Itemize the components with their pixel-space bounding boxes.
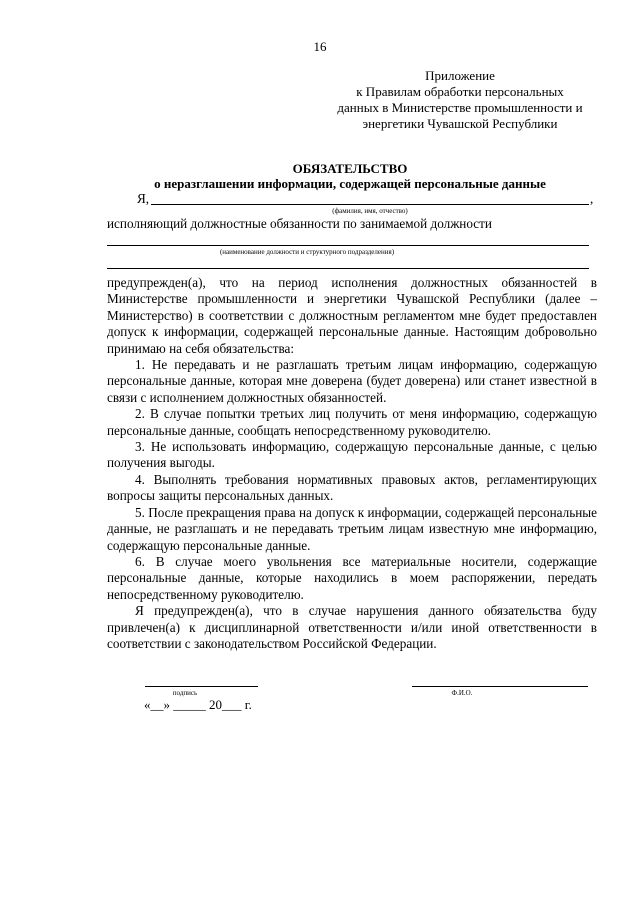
document-title: ОБЯЗАТЕЛЬСТВО — [292, 161, 408, 176]
i-label: Я, — [137, 191, 150, 206]
appendix-line: Приложение — [425, 68, 495, 83]
appendix-line: к Правилам обработки персональных — [356, 84, 564, 99]
document-title-block — [60, 161, 640, 191]
obligation-item: 1. Не передавать и не разглашать третьим лицам информацию, содержащую персональные данные, которая мне доверена (будет доверена) или станет известной в связи с исполнением должностных обязанностей. — [107, 357, 597, 405]
obligation-item: 6. В случае моего увольнения все материальные носители, содержащие персональные данные, которые находились в моем распоряжении, передать непосредственному руководителю. — [107, 553, 597, 602]
fio-signature-line — [412, 686, 588, 687]
position-line — [107, 245, 589, 246]
fio-signature-caption: Ф.И.О. — [451, 689, 473, 697]
position-line-2 — [107, 268, 589, 269]
date-line: «__» _____ 20___ г. — [144, 697, 252, 712]
document-subtitle: о неразглашении информации, содержащей персональные данные — [154, 176, 546, 191]
appendix-line: данных в Министерстве промышленности и — [337, 100, 583, 115]
signature-line — [145, 686, 258, 687]
signature-caption: подпись — [172, 689, 198, 697]
closing-paragraph: Я предупрежден(а), что в случае нарушения данного обязательства буду привлечен(а) к дисциплинарной ответственности и/или иной ответственности в соответствии с законодательством Российской Федерации. — [107, 603, 597, 651]
obligation-item: 3. Не использовать информацию, содержащую персональные данные, с целью получения выгоды. — [107, 439, 597, 471]
fio-comma: , — [590, 191, 594, 206]
obligation-item: 4. Выполнять требования нормативных правовых актов, регламентирующих вопросы защиты персональных данных. — [107, 471, 597, 504]
position-text: исполняющий должностные обязанности по занимаемой должности — [107, 216, 492, 231]
fio-caption: (фамилия, имя, отчество) — [332, 207, 408, 215]
obligation-item: 5. После прекращения права на допуск к информации, содержащей персональные данные, не разглашать и не передавать третьим лицам известную мне информацию, содержащую персональные данные. — [107, 504, 597, 553]
intro-paragraph: предупрежден(а), что на период исполнения должностных обязанностей в Министерстве промышленности и энергетики Чувашской Республики (далее – Министерство) в соответствии с должностным регламентом мне будет предоставлен допуск к информации, содержащей персональные данные. Настоящим добровольно принимаю на себя обязательства: — [107, 275, 597, 356]
page-number: 16 — [313, 39, 327, 54]
appendix-block — [300, 68, 620, 132]
obligation-item: 2. В случае попытки третьих лиц получить от меня информацию, содержащую персональные данные, сообщать непосредственному руководителю. — [107, 406, 597, 438]
position-caption: (наименование должности и структурного подразделения) — [219, 248, 395, 256]
obligation-body — [107, 275, 597, 652]
fio-line — [151, 204, 589, 205]
appendix-line: энергетики Чувашской Республики — [362, 116, 558, 131]
